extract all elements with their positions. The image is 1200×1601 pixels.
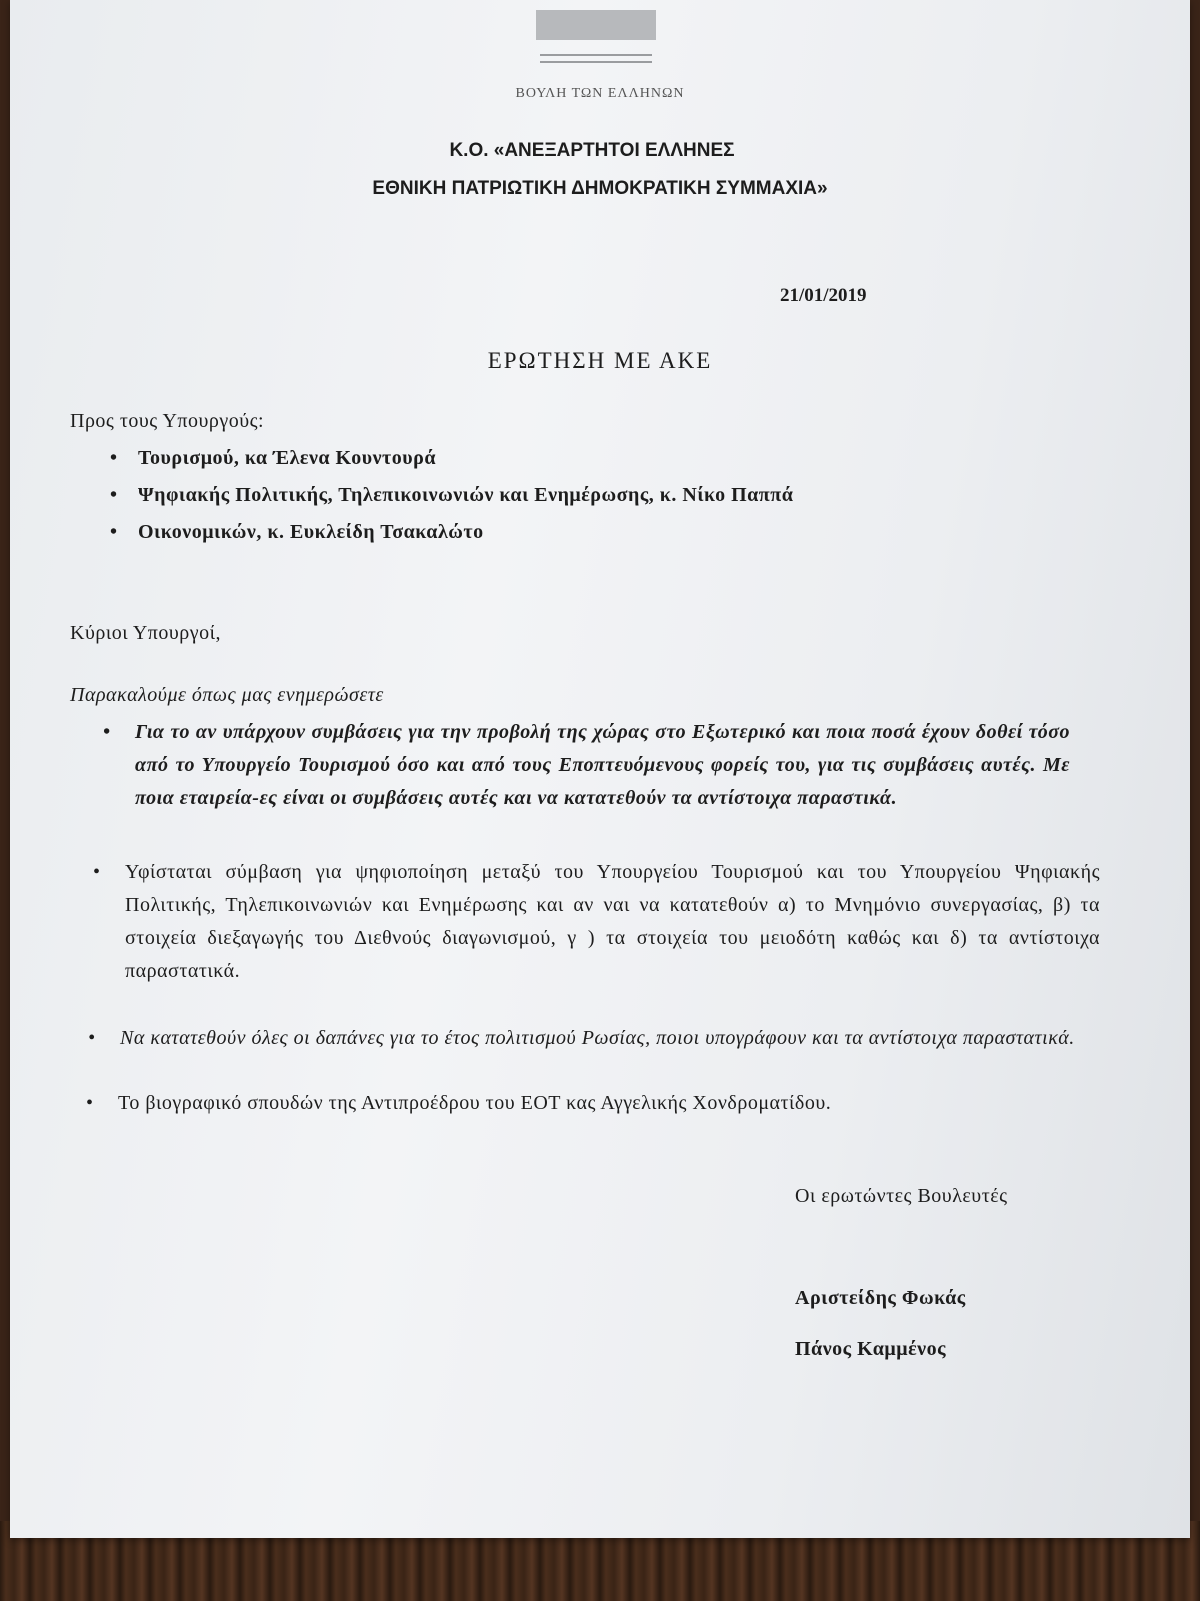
- party-name-line2: ΕΘΝΙΚΗ ΠΑΤΡΙΩΤΙΚΗ ΔΗΜΟΚΡΑΤΙΚΗ ΣΥΜΜΑΧΙΑ»: [372, 178, 828, 199]
- signatory-name: Πάνος Καμμένος: [795, 1338, 947, 1360]
- recipient-item: • Τουρισμού, κα Έλενα Κουντουρά: [110, 440, 793, 477]
- recipient-item: • Οικονομικών, κ. Ευκλείδη Τσακαλώτο: [110, 514, 793, 551]
- closing-line: Οι ερωτώντες Βουλευτές: [795, 1185, 1008, 1207]
- recipients-list: [110, 440, 793, 551]
- request-intro: Παρακαλούμε όπως μας ενημερώσετε: [70, 684, 384, 706]
- bullet-icon: •: [88, 1027, 96, 1049]
- signatory-name: Αριστείδης Φωκάς: [795, 1287, 966, 1309]
- parliament-emblem-icon: [530, 8, 662, 78]
- request-text: Να κατατεθούν όλες οι δαπάνες για το έτος πολιτισμού Ρωσίας, ποιοι υπογράφουν και τα αντίστοιχα παραστατικά.: [120, 1027, 1075, 1049]
- parliament-name: ΒΟΥΛΗ ΤΩΝ ΕΛΛΗΝΩΝ: [515, 86, 685, 101]
- request-item: [86, 1087, 1103, 1120]
- bullet-icon: •: [86, 1092, 94, 1114]
- request-item: [103, 716, 1070, 815]
- recipients-label: Προς τους Υπουργούς:: [70, 410, 265, 432]
- document-date: 21/01/2019: [780, 285, 867, 306]
- request-item: [93, 856, 1100, 988]
- request-item: [88, 1022, 1105, 1055]
- salutation: Κύριοι Υπουργοί,: [70, 622, 221, 644]
- request-text: Υφίσταται σύμβαση για ψηφιοποίηση μεταξύ του Υπουργείου Τουρισμού και του Υπουργείου Ψηφιακής Πολιτικής, Τηλεπικοινωνιών και Ενημέρωσης και αν ναι να κατατεθούν α) το Μνημόνιο συνεργασίας, β) τα στοιχεία διεξαγωγής του Διεθνούς διαγωνισμού, γ ) τα στοιχεία του μειοδότη καθώς και δ) τα αντίστοιχα παραστατικά.: [125, 861, 1100, 982]
- bullet-icon: •: [93, 861, 101, 883]
- document-page: [10, 0, 1190, 1538]
- bullet-icon: •: [103, 721, 111, 743]
- request-text: Για το αν υπάρχουν συμβάσεις για την προβολή της χώρας στο Εξωτερικό και ποια ποσά έχουν δοθεί τόσο από το Υπουργείο Τουρισμού όσο και από τους Εποπτευόμενους φορείς του, για τις συμβάσεις αυτές. Με ποια εταιρεία-ες είναι οι συμβάσεις αυτές και να κατατεθούν τα αντίστοιχα παραστικά.: [135, 721, 1070, 809]
- recipient-item: • Ψηφιακής Πολιτικής, Τηλεπικοινωνιών και Ενημέρωσης, κ. Νίκο Παππά: [110, 477, 793, 514]
- request-text: Το βιογραφικό σπουδών της Αντιπροέδρου του ΕΟΤ κας Αγγελικής Χονδροματίδου.: [118, 1092, 832, 1114]
- party-name-line1: Κ.Ο. «ΑΝΕΞΑΡΤΗΤΟΙ ΕΛΛΗΝΕΣ: [449, 140, 735, 161]
- document-title: ΕΡΩΤΗΣΗ ΜΕ ΑΚΕ: [487, 348, 713, 373]
